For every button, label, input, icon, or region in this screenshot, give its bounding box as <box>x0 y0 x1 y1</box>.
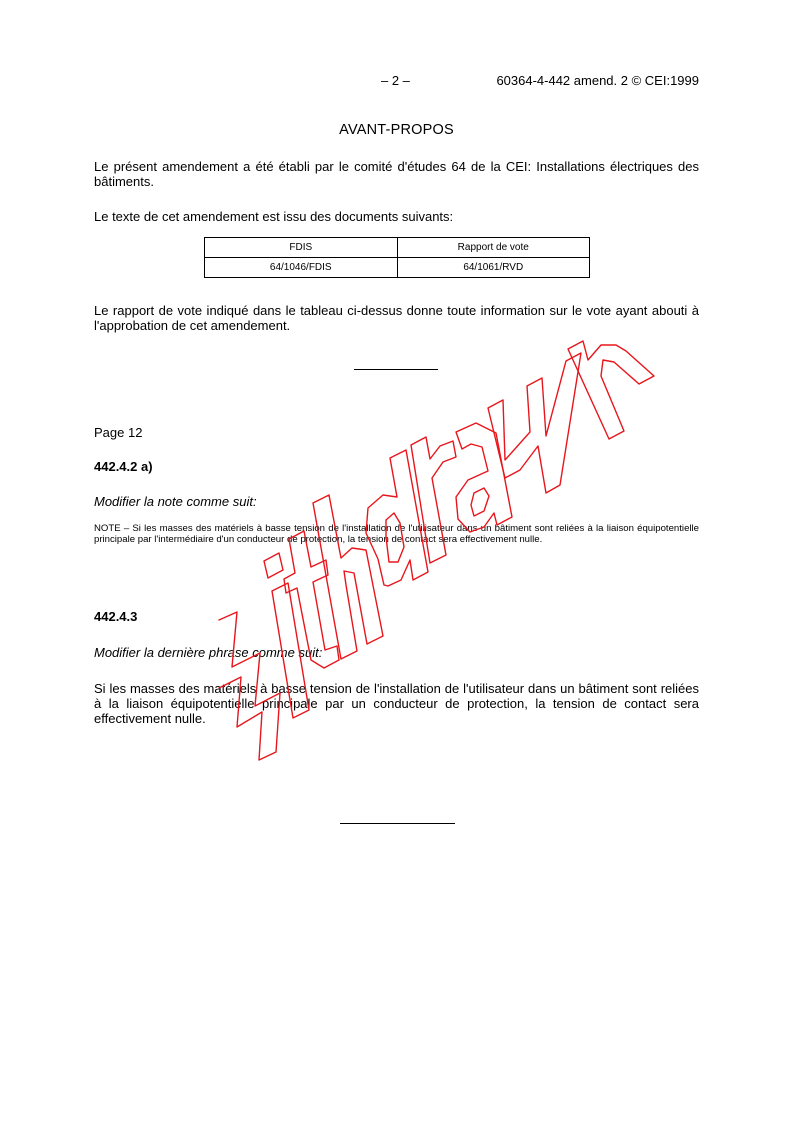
vote-table-header-row <box>205 238 590 258</box>
clause-number: 442.4.3 <box>94 609 138 624</box>
clause-text: Si les masses des matériels à basse tension de l'installation de l'utilisateur dans un bâtiment sont reliées à la liaison équipotentielle principale par un conducteur de protection, la tension de contact sera effectivement nulle. <box>94 681 699 726</box>
clause-instruction: Modifier la dernière phrase comme suit: <box>94 645 323 660</box>
vote-table-row <box>205 258 590 278</box>
intro-paragraph: Le présent amendement a été établi par le comité d'études 64 de la CEI: Installations électriques des bâtiments. <box>94 159 699 189</box>
vote-table <box>204 237 590 278</box>
vote-note: Le rapport de vote indiqué dans le tableau ci-dessus donne toute information sur le vote ayant abouti à l'approbation de cet amendement. <box>94 303 699 333</box>
vote-table-cell: 64/1061/RVD <box>397 258 590 278</box>
page-number: – 2 – <box>381 73 410 88</box>
vote-table-header: Rapport de vote <box>397 238 590 258</box>
document-reference: 60364-4-442 amend. 2 © CEI:1999 <box>496 73 699 88</box>
separator-line <box>354 369 438 370</box>
vote-table-header: FDIS <box>205 238 398 258</box>
documents-intro: Le texte de cet amendement est issu des documents suivants: <box>94 209 454 224</box>
page-reference: Page 12 <box>94 425 143 440</box>
vote-table-cell: 64/1046/FDIS <box>205 258 398 278</box>
clause-instruction: Modifier la note comme suit: <box>94 494 257 509</box>
clause-note: NOTE – Si les masses des matériels à basse tension de l'installation de l'utilisateur dans un bâtiment sont reliées à la liaison équipotentielle principale par l'intermédiaire d'un conducteur de protection, la tension de contact sera effectivement nulle. <box>94 523 699 545</box>
page-header <box>381 73 699 89</box>
end-separator-line <box>340 823 455 824</box>
clause-number: 442.4.2 a) <box>94 459 153 474</box>
page-title: AVANT-PROPOS <box>339 122 454 138</box>
